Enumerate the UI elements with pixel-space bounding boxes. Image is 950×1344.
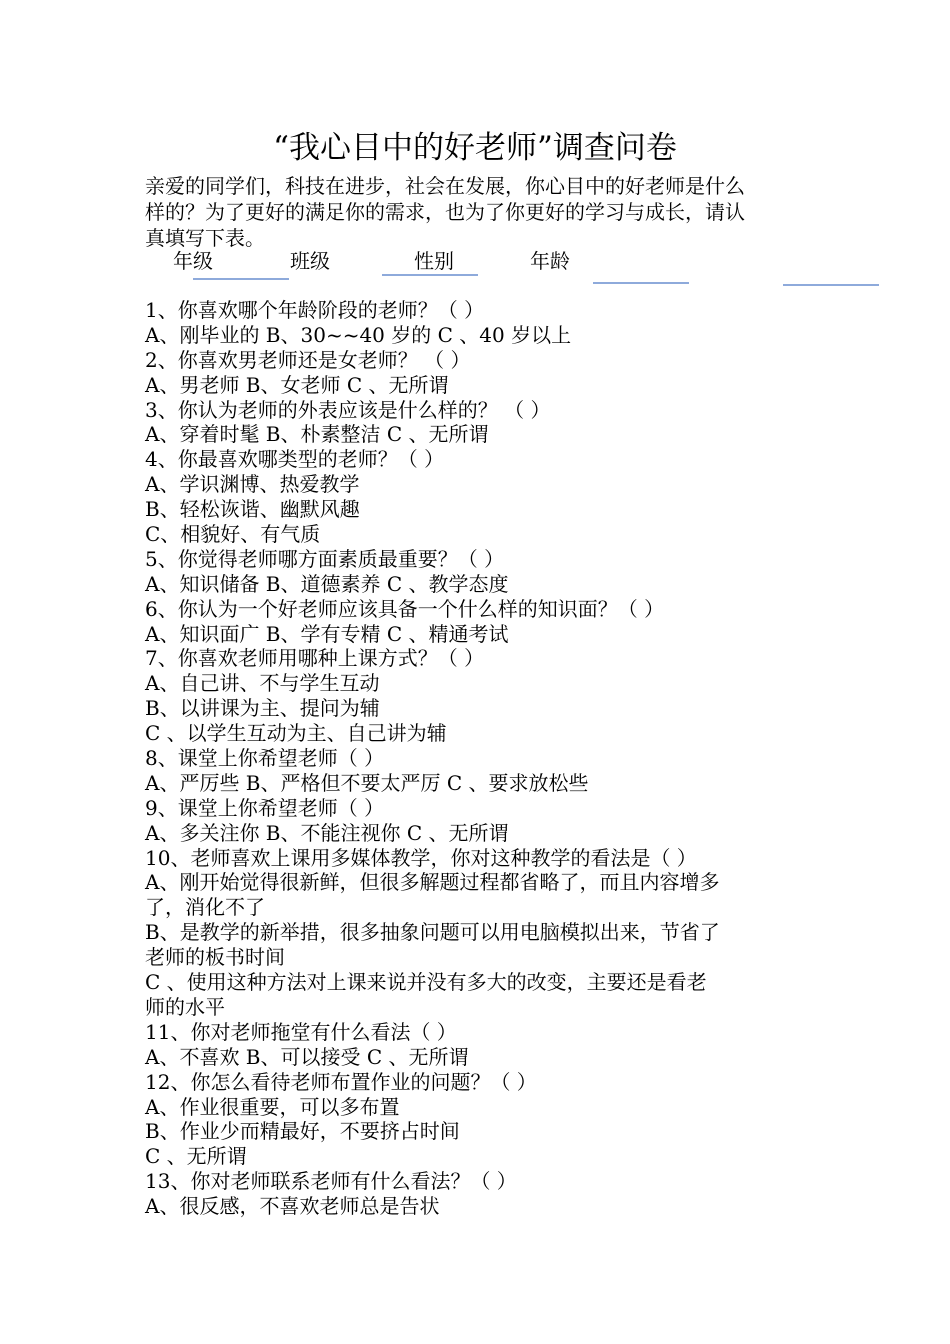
question-line: 10、老师喜欢上课用多媒体教学，你对这种教学的看法是（ ） [145,845,697,870]
answer-line: A、男老师 B、女老师 C 、无所谓 [145,372,449,397]
question-line: 1、你喜欢哪个年龄阶段的老师？（ ） [145,298,485,322]
question-line: 8、课堂上你希望老师（ ） [145,746,385,771]
answer-line: A、刚开始觉得很新鲜，但很多解题过程都省略了，而且内容增多 [145,870,720,895]
question-line: 9、课堂上你希望老师（ ） [145,795,385,820]
answer-line: C 、以学生互动为主、自己讲为辅 [145,721,447,746]
answer-line: A、作业很重要，可以多布置 [145,1094,400,1119]
field-label-grade: 年级 [173,249,213,273]
question-line: 了，消化不了 [145,895,265,920]
answer-line: B、以讲课为主、提问为辅 [145,696,380,721]
intro-paragraph [145,173,825,251]
answer-line: A、穿着时髦 B、朴素整洁 C 、无所谓 [145,422,489,447]
answer-line: B、轻松诙谐、幽默风趣 [145,497,360,522]
question-line: 2、你喜欢男老师还是女老师？ （ ） [145,347,471,372]
answer-line: A、学识渊博、热爱教学 [145,472,360,497]
question-line: 5、你觉得老师哪方面素质最重要？（ ） [145,546,505,571]
question-line: 13、你对老师联系老师有什么看法？（ ） [145,1169,517,1194]
field-label-gender: 性别 [414,249,454,273]
question-line: 3、你认为老师的外表应该是什么样的？ （ ） [145,397,551,422]
answer-line: A、严厉些 B、严格但不要太严厉 C 、要求放松些 [145,770,589,795]
answer-line: C 、无所谓 [145,1144,247,1169]
page-title: “我心目中的好老师”调查问卷 [273,130,677,166]
answer-line: A、知识储备 B、道德素养 C 、教学态度 [145,571,509,596]
question-list [145,298,825,1219]
intro-line: 真填写下表。 [145,226,265,250]
class-input-line[interactable] [382,274,478,276]
answer-line: A、不喜欢 B、可以接受 C 、无所谓 [145,1044,469,1069]
question-line: 7、你喜欢老师用哪种上课方式？（ ） [145,646,485,671]
answer-line: A、刚毕业的 B、30~~40 岁的 C 、40 岁以上 [145,322,572,347]
question-line: 老师的板书时间 [145,945,285,970]
field-label-age: 年龄 [530,249,570,273]
answer-line: A、自己讲、不与学生互动 [145,671,380,696]
answer-line: B、作业少而精最好，不要挤占时间 [145,1119,460,1144]
age-input-line[interactable] [783,284,879,286]
answer-line: C 、使用这种方法对上课来说并没有多大的改变，主要还是看老 [145,970,707,995]
question-line: 11、你对老师拖堂有什么看法（ ） [145,1019,457,1044]
gender-input-line[interactable] [593,282,689,284]
answer-line: B、是教学的新举措，很多抽象问题可以用电脑模拟出来，节省了 [145,920,720,945]
question-line: 6、你认为一个好老师应该具备一个什么样的知识面？（ ） [145,596,665,621]
question-line: 4、你最喜欢哪类型的老师？（ ） [145,447,445,472]
intro-line: 样的？为了更好的满足你的需求，也为了你更好的学习与成长，请认 [145,200,745,224]
question-line: 12、你怎么看待老师布置作业的问题？（ ） [145,1069,537,1094]
grade-input-line[interactable] [193,278,289,280]
answer-line: C、相貌好、有气质 [145,522,321,547]
answer-line: A、知识面广 B、学有专精 C 、精通考试 [145,621,509,646]
answer-line: A、很反感，不喜欢老师总是告状 [145,1194,440,1219]
question-line: 师的水平 [145,994,225,1019]
field-label-class: 班级 [290,249,330,273]
intro-line: 亲爱的同学们，科技在进步，社会在发展，你心目中的好老师是什么 [145,174,745,198]
answer-line: A、多关注你 B、不能注视你 C 、无所谓 [145,820,509,845]
